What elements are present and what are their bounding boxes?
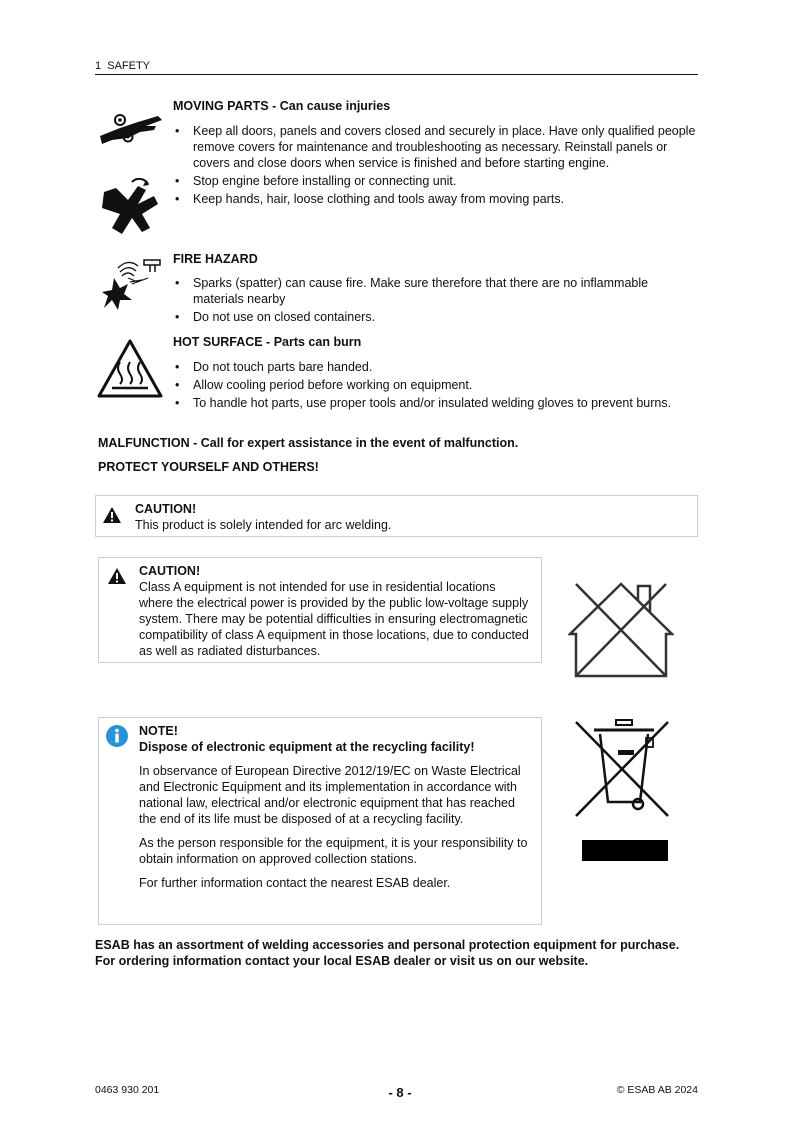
moving-parts-list — [173, 123, 698, 207]
warning-triangle-icon — [102, 506, 122, 524]
caution-title: CAUTION! — [139, 564, 201, 578]
note-body — [139, 763, 534, 899]
malfunction-text: MALFUNCTION - Call for expert assistance in the event of malfunction. — [98, 436, 519, 450]
caution-text: Class A equipment is not intended for use in residential locations where the electrical power is provided by the public low-voltage supply system. There may be potential difficulties in ensuring electromagnetic compatibility of class A equipment in those locations, due to conducted as well as radiated disturbances. — [139, 580, 529, 658]
hot-surface-warning-icon — [96, 338, 164, 400]
moving-parts-title: MOVING PARTS - Can cause injuries — [173, 99, 391, 113]
crossed-bin-icon — [572, 716, 672, 820]
note-paragraph: For further information contact the nearest ESAB dealer. — [139, 876, 451, 890]
caution-title: CAUTION! — [135, 502, 197, 516]
note-paragraph: As the person responsible for the equipment, it is your responsibility to obtain information on approved collection stations. — [139, 836, 528, 866]
list-item: • Keep all doors, panels and covers closed and securely in place. Have only qualified people remove covers for maintenance and troubleshooting as necessary. Reinstall panels or covers and close doors when service is finished and before starting engine. — [173, 123, 698, 171]
list-item: • Stop engine before installing or connecting unit. — [173, 173, 698, 189]
accessories-note: ESAB has an assortment of welding accessories and personal protection equipment for purchase. For ordering information contact your local ESAB dealer or visit us on our website. — [95, 938, 680, 968]
page-header — [95, 60, 698, 75]
list-item: • Keep hands, hair, loose clothing and tools away from moving parts. — [173, 191, 698, 207]
note-title: NOTE! — [139, 724, 178, 738]
section-title: 1 SAFETY — [95, 60, 151, 72]
list-item: • Sparks (spatter) can cause fire. Make sure therefore that there are no inflammable materials nearby — [173, 275, 698, 307]
protect-text: PROTECT YOURSELF AND OTHERS! — [98, 460, 319, 474]
note-paragraph: In observance of European Directive 2012/19/EC on Waste Electrical and Electronic Equipment and its implementation in accordance with national law, electrical and/or electronic equipment that has reached the end of its life must be disposed of at a recycling facility. — [139, 764, 521, 826]
weee-bar — [582, 840, 668, 861]
no-residential-house-icon — [568, 576, 674, 678]
list-item: • Allow cooling period before working on equipment. — [173, 377, 673, 393]
sparks-fire-icon — [98, 256, 166, 312]
list-item: • Do not use on closed containers. — [173, 309, 698, 325]
note-subtitle: Dispose of electronic equipment at the recycling facility! — [139, 740, 475, 754]
hot-surface-list — [173, 359, 673, 411]
fire-hazard-list — [173, 275, 698, 325]
caution-text: This product is solely intended for arc welding. — [135, 518, 392, 532]
list-item: • To handle hot parts, use proper tools and/or insulated welding gloves to prevent burns. — [173, 395, 673, 411]
info-icon — [105, 724, 129, 748]
hand-entanglement-icon — [98, 178, 166, 240]
page-number: - 8 - — [388, 1085, 412, 1100]
list-item: • Do not touch parts bare handed. — [173, 359, 673, 375]
hand-gears-icon — [98, 110, 166, 148]
caution-box-class-a — [98, 557, 542, 663]
copyright: © ESAB AB 2024 — [616, 1084, 698, 1096]
doc-number: 0463 930 201 — [95, 1084, 160, 1096]
warning-triangle-icon — [107, 567, 127, 585]
caution-box-arc-welding — [95, 495, 698, 537]
fire-hazard-title: FIRE HAZARD — [173, 252, 258, 266]
note-box-recycling — [98, 717, 542, 925]
hot-surface-title: HOT SURFACE - Parts can burn — [173, 335, 362, 349]
